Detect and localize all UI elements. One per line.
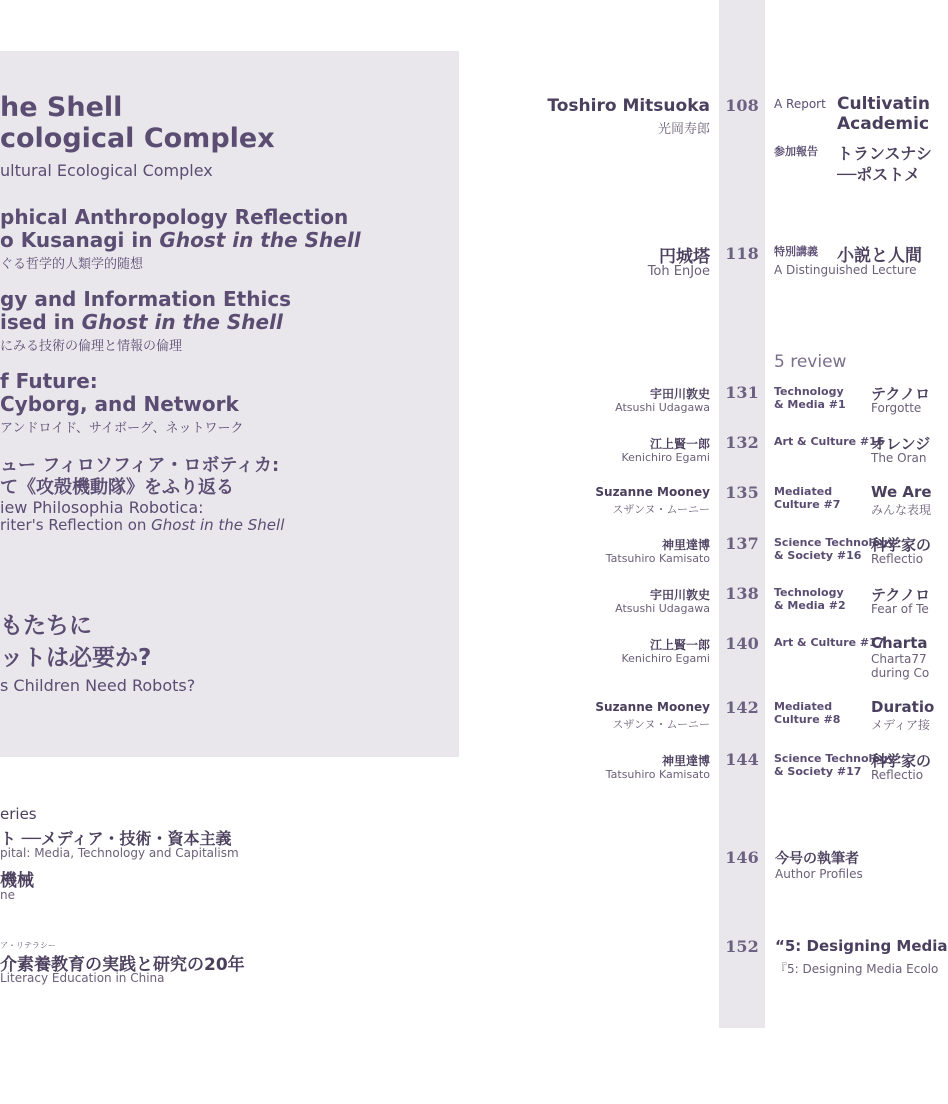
category-label: 特別講義 [774, 245, 818, 258]
review-author-primary: 宇田川敦史 [649, 387, 710, 401]
article2-title-line2[interactable]: ised in Ghost in the Shell [0, 310, 283, 334]
review-title[interactable]: オレンジ [871, 435, 931, 453]
series-item2-en: ne [0, 888, 15, 902]
author-name-jp: 円城塔 [659, 247, 710, 267]
article2-title[interactable]: gy and Information Ethics [0, 287, 292, 311]
review-author-primary: 神里達博 [661, 538, 710, 552]
author-name-jp: 光岡寿郎 [657, 122, 710, 137]
page-number[interactable]: 152 [725, 937, 759, 956]
review-title[interactable]: 科学家の [871, 536, 932, 554]
article4-jp2[interactable]: て《攻殻機動隊》をふり返る [0, 477, 234, 498]
category-label-jp: 参加報告 [774, 145, 818, 158]
review-title[interactable]: テクノロ [871, 385, 931, 403]
series-item2-jp[interactable]: 機械 [0, 871, 34, 891]
review-subtitle: みんな表現 [871, 503, 932, 517]
entry-subtitle: 『5: Designing Media Ecolo [775, 962, 939, 976]
review-subtitle: Charta77 [871, 652, 927, 666]
review-category: Art & Culture #17 [774, 636, 885, 649]
review-page-number[interactable]: 131 [725, 383, 759, 402]
review-author-secondary: Kenichiro Egami [621, 451, 710, 464]
series-item1-jp[interactable]: ト ──メディア・技術・資本主義 [0, 829, 232, 848]
feature-title-sub: ultural Ecological Complex [0, 161, 213, 180]
review-page-number[interactable]: 137 [725, 534, 759, 553]
review-author-secondary: スザンヌ・ムーニー [612, 503, 710, 516]
category-label: A Report [774, 97, 826, 111]
series-item1-en: pital: Media, Technology and Capitalism [0, 846, 239, 860]
review-page-number[interactable]: 138 [725, 584, 759, 603]
article3-jp: アンドロイド、サイボーグ、ネットワーク [0, 421, 244, 436]
review-title[interactable]: Charta [871, 634, 928, 652]
review-title[interactable]: Duratio [871, 698, 935, 716]
entry-title[interactable]: “5: Designing Media [775, 937, 948, 955]
article5-jp1[interactable]: もたちに [0, 613, 92, 639]
review-author-secondary: Kenichiro Egami [621, 652, 710, 665]
article2-jp: にみる技術の倫理と情報の倫理 [0, 339, 183, 354]
article1-title[interactable]: phical Anthropology Reflection [0, 205, 349, 229]
feature-title-line1: he Shell [0, 92, 123, 123]
review-category: Art & Culture #16 [774, 435, 885, 448]
review-category: Technology & Media #2 [774, 586, 846, 612]
page-number-strip [719, 0, 765, 1028]
review-category: Technology & Media #1 [774, 385, 846, 411]
author-name-en: Toshiro Mitsuoka [547, 96, 710, 116]
review-author-secondary: Tatsuhiro Kamisato [605, 768, 710, 781]
article1-jp: ぐる哲学的人類学的随想 [0, 257, 144, 272]
article4-en1: iew Philosophia Robotica: [0, 498, 204, 517]
review-page-number[interactable]: 144 [725, 750, 759, 769]
series-item3-en: Literacy Education in China [0, 971, 165, 985]
article3-title-line2[interactable]: Cyborg, and Network [0, 392, 239, 416]
series-item3-ruby: ア・リテラシー [0, 941, 56, 950]
entry-title[interactable]: 今号の執筆者 [775, 851, 859, 867]
review-page-number[interactable]: 140 [725, 634, 759, 653]
review-author-secondary: Atsushi Udagawa [615, 401, 710, 414]
review-subtitle: Forgotte [871, 401, 922, 415]
author-name-en: Toh EnJoe [647, 264, 710, 279]
review-subtitle: The Oran [871, 451, 927, 465]
review-subtitle: Reflectio [871, 768, 924, 782]
review-author-primary: Suzanne Mooney [595, 485, 710, 499]
entry-title-jp[interactable]: トランスナシ [837, 144, 932, 163]
review-title[interactable]: 科学家の [871, 752, 932, 770]
review-author-secondary: スザンヌ・ムーニー [612, 718, 710, 731]
series-heading: eries [0, 805, 37, 823]
article3-title[interactable]: f Future: [0, 369, 98, 393]
review-category: Science Technology & Society #16 [774, 536, 895, 562]
article5-en: s Children Need Robots? [0, 676, 196, 695]
review-subtitle-line2: during Co [871, 666, 930, 680]
review-subtitle: Fear of Te [871, 602, 929, 616]
review-author-secondary: Tatsuhiro Kamisato [605, 552, 710, 565]
article4-en2: riter's Reflection on Ghost in the Shell [0, 516, 285, 534]
series-item3-jp[interactable]: 介素養教育の実践と研究の20年 [0, 955, 245, 975]
review-author-primary: 江上賢一郎 [649, 437, 710, 451]
review-author-primary: 神里達博 [661, 754, 710, 768]
review-category: Mediated Culture #8 [774, 700, 841, 726]
review-author-primary: 宇田川敦史 [649, 588, 710, 602]
review-category: Science Technology & Society #17 [774, 752, 895, 778]
entry-title-jp-line2[interactable]: ──ポストメ [837, 165, 921, 184]
entry-subtitle: Author Profiles [775, 867, 863, 881]
entry-title[interactable]: Cultivatin [837, 94, 930, 114]
article4-jp1[interactable]: ュー フィロソフィア・ロボティカ: [0, 455, 280, 476]
review-author-primary: Suzanne Mooney [595, 700, 710, 714]
review-subtitle: Reflectio [871, 552, 924, 566]
entry-title-line2[interactable]: Academic [837, 114, 930, 134]
review-author-secondary: Atsushi Udagawa [615, 602, 710, 615]
review-page-number[interactable]: 135 [725, 483, 759, 502]
page-number[interactable]: 118 [725, 244, 759, 263]
review-subtitle: メディア接 [871, 718, 931, 732]
article1-title-line2[interactable]: o Kusanagi in Ghost in the Shell [0, 228, 361, 252]
page-number[interactable]: 108 [725, 96, 759, 115]
review-title[interactable]: We Are [871, 483, 932, 501]
review-page-number[interactable]: 132 [725, 433, 759, 452]
feature-title-line2: cological Complex [0, 123, 275, 154]
feature-section [0, 51, 459, 757]
review-heading: 5 review [774, 352, 847, 372]
entry-title[interactable]: 小説と人間 [837, 246, 922, 266]
article5-jp2[interactable]: ットは必要か? [0, 645, 152, 671]
review-category: Mediated Culture #7 [774, 485, 841, 511]
page-number[interactable]: 146 [725, 848, 759, 867]
review-title[interactable]: テクノロ [871, 586, 931, 604]
review-author-primary: 江上賢一郎 [649, 638, 710, 652]
entry-subtitle: A Distinguished Lecture [774, 263, 917, 277]
review-page-number[interactable]: 142 [725, 698, 759, 717]
